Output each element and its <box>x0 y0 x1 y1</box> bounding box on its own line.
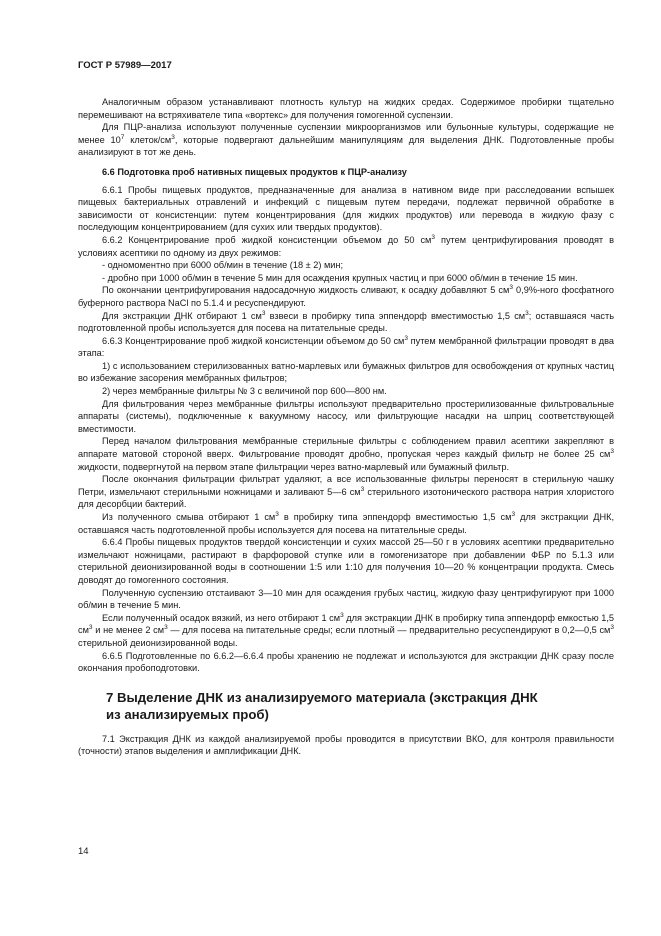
superscript: 3 <box>88 624 93 632</box>
text-run: Из полученного смыва отбирают 1 см <box>102 512 276 522</box>
section-heading-7-line-2: из анализируемых проб) <box>106 706 269 722</box>
text-run: После окончания фильтрации фильтрат удаляют, а все использованные фильтры переносят в стерильную чашку Петри, измельчают стерильными ножницами и заливают 5—6 см <box>78 474 614 497</box>
document-header: ГОСТ Р 57989—2017 <box>78 60 172 71</box>
text-run: клеток/см <box>124 134 172 145</box>
text-run: Для экстракции ДНК отбирают 1 см <box>102 310 262 321</box>
superscript: 3 <box>261 309 266 317</box>
text-run: , которые подвергают дальнейшим манипуляциям для выделения ДНК. Подготовленные пробы анализируют в тот же день. <box>78 134 614 158</box>
paragraph-7-1: 7.1 Экстракция ДНК из каждой анализируемой пробы проводится в присутствии ВКО, для контроля правильности (точности) этапов выделения и амплификации ДНК. <box>78 733 614 757</box>
paragraph-suspension-settling: Полученную суспензию отстаивают 3—10 мин для осаждения грубых частиц, жидкую фазу центрифугируют при 1000 об/мин в течение 5 мин. <box>78 587 614 611</box>
text-run: стерильной деионизированной воды. <box>78 637 238 648</box>
text-run: Если полученный осадок вязкий, из него отбирают 1 см <box>102 612 341 623</box>
text-run: 0,9%-ного фосфатного буферного раствора NaCl по 5.1.4 и ресуспендируют. <box>78 285 614 308</box>
paragraph-liquid-density: Аналогичным образом устанавливают плотность культур на жидких средах. Содержимое пробирки тщательно перемешивают на встряхивателе типа «вортекс» для получения гомогенной суспензии. <box>78 97 614 120</box>
text-run: 6.6.2 Концентрирование проб жидкой консистенции объемом до 50 см <box>102 234 432 245</box>
text-run: жидкости, подвергнутой на первом этапе фильтрации через ватно-марлевый или бумажный фильтр. <box>78 461 510 472</box>
text-run: путем мембранной фильтрации проводят в два этапа: <box>78 335 614 359</box>
text-run: ; оставшаяся часть подготовленной пробы используется для посева на питательные среды. <box>78 310 615 334</box>
text-run: для экстракции ДНК в пробирку типа эппендорф емкостью 1,5 см <box>78 612 614 636</box>
paragraph-after-centrifuge <box>78 284 614 309</box>
page-body <box>78 96 614 758</box>
text-run: Перед началом фильтрования мембранные стерильные фильтры с соблюдением правил асептики закрепляют в аппарате матовой стороной вверх. Фильтрование проводят дробно, пропуская через каждый фильтр не более 25 см <box>78 436 614 460</box>
list-item-fractional: - дробно при 1000 об/мин в течение 5 мин для осаждения крупных частиц и при 6000 об/мин в течение 15 мин. <box>102 272 578 283</box>
superscript: 3 <box>171 133 175 141</box>
section-heading-6-6: 6.6 Подготовка проб нативных пищевых продуктов к ПЦР-анализу <box>102 166 407 177</box>
paragraph-6-6-5: 6.6.5 Подготовленные по 6.6.2—6.6.4 пробы хранению не подлежат и используются для экстракции ДНК сразу после окончания пробоподготовки. <box>78 650 614 674</box>
paragraph-viscous-sediment <box>78 612 614 650</box>
superscript: 3 <box>275 511 279 518</box>
superscript: 3 <box>340 611 344 619</box>
text-run: По окончании центрифугирования надосадочную жидкость сливают, к осадку добавляют 5 см <box>102 285 510 296</box>
section-heading-7 <box>106 689 614 723</box>
list-item-gauze-filters: 1) с использованием стерилизованных ватно-марлевых или бумажных фильтров для освобождения от крупных частиц во избежание засорения мембранных фильтров; <box>78 360 614 384</box>
superscript: 3 <box>610 448 614 456</box>
paragraph-filtering-equipment: Для фильтрования через мембранные фильтры используют предварительно простерилизованные фильтровальные аппараты (системы), подключенные к вакуумному насосу, или фильтрующие насадки на шприц соответствующей вместимости. <box>78 398 614 434</box>
page-number: 14 <box>78 846 89 857</box>
text-run: стерильного изотонического раствора натрия хлористого для десорбции бактерий. <box>78 486 614 510</box>
superscript: 3 <box>404 334 408 342</box>
text-run: для экстракции ДНК, оставшаяся часть подготовленной пробы используется для посева на питательные среды. <box>78 512 615 535</box>
text-run: взвеси в пробирку типа эппендорф вместимостью 1,5 см <box>265 310 526 321</box>
superscript: 3 <box>431 233 435 241</box>
superscript: 3 <box>511 511 516 518</box>
list-item-single-step: - одномоментно при 6000 об/мин в течение (18 ± 2) мин; <box>102 260 344 271</box>
paragraph-6-6-4: 6.6.4 Пробы пищевых продуктов твердой консистенции и сухих массой 25—50 г в условиях асептики предварительно измельчают ножницами, растирают в фарфоровой ступке или в гомогенизаторе при добавлении ФБР по 5.1.3 или стерильной деионизированной воды в соотношении 1:5 или 1:10 для получения 10—20 % концентрации продукта. Смесь доводят до гомогенного состояния. <box>78 537 614 585</box>
list-item-membrane-filters: 2) через мембранные фильтры № 3 с величиной пор 600—800 нм. <box>102 386 387 397</box>
text-run: 6.6.3 Концентрирование проб жидкой консистенции объемом до 50 см <box>102 335 405 346</box>
paragraph-before-filtering <box>78 435 614 473</box>
paragraph-6-6-2 <box>78 234 614 259</box>
superscript: 3 <box>525 309 529 317</box>
text-run: в пробирку типа эппендорф вместимостью 1,5 см <box>278 512 512 522</box>
paragraph-wash-extraction <box>78 511 614 536</box>
superscript: 7 <box>120 133 125 141</box>
text-run: и не менее 2 см <box>92 625 165 636</box>
superscript: 3 <box>360 485 365 493</box>
paragraph-after-filtering <box>78 473 614 511</box>
text-run: Для ПЦР-анализа используют полученные суспензии микроорганизмов или бульонные культуры, содержащие не менее 10 <box>78 122 614 145</box>
text-run: — для посева на питательные среды; если плотный — предварительно ресуспендируют в 0,2—0,5 см <box>167 625 611 636</box>
superscript: 3 <box>610 624 614 632</box>
paragraph-pcr-suspensions <box>78 121 614 159</box>
superscript: 3 <box>164 624 168 632</box>
superscript: 3 <box>509 284 513 292</box>
paragraph-dna-extraction-1 <box>78 310 614 335</box>
section-heading-7-line-1: 7 Выделение ДНК из анализируемого материала (экстракция ДНК <box>106 689 538 705</box>
text-run: путем центрифугирования проводят в условиях асептики по одному из двух режимов: <box>78 234 615 258</box>
paragraph-6-6-3 <box>78 335 614 360</box>
paragraph-6-6-1: 6.6.1 Пробы пищевых продуктов, предназначенные для анализа в нативном виде при расследовании вспышек пищевых бактериальных отравлений и инфекций с пищевым путем передачи, подлежат первичной обработке в зависимости от консистенции: путем концентрирования (для жидких продуктов) или перевода в жидкую фазу с последующим концентрированием (для сухих или твердых продуктов). <box>78 184 614 233</box>
